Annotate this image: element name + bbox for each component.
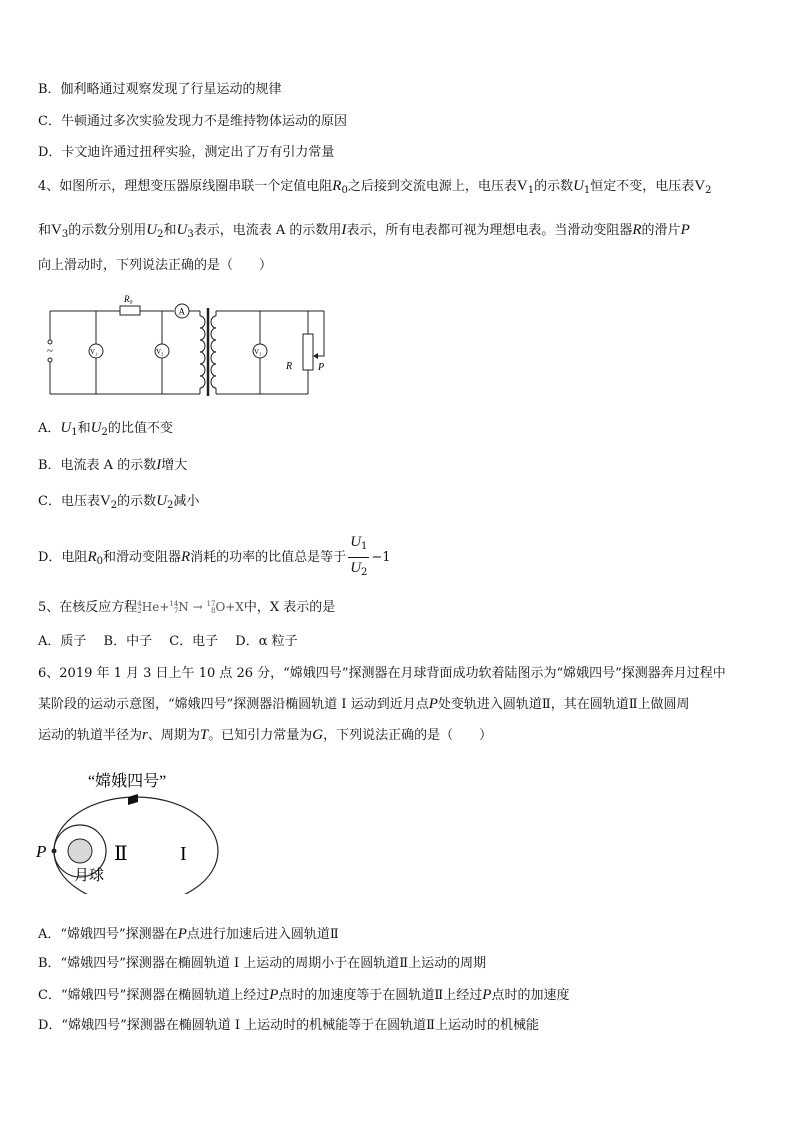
q4-stem-line3: 向上滑动时，下列说法正确的是（ ）	[38, 258, 273, 273]
label-orbit-ii: Ⅱ	[114, 843, 128, 865]
q6-option-a: A．“嫦娥四号”探测器在P点进行加速后进入圆轨道Ⅱ	[38, 926, 339, 942]
q4-option-a: A．$U_1$和$U_2$的比值不变	[38, 420, 173, 438]
q6-option-d: D．“嫦娥四号”探测器在椭圆轨道 I 上运动时的机械能等于在圆轨道Ⅱ上运动时的机械能	[38, 1018, 539, 1033]
lunar-orbit-diagram	[30, 762, 250, 894]
ac-terminal-bottom	[48, 358, 52, 362]
q4-option-b: B．电流表 A 的示数I增大	[38, 457, 188, 473]
figure-title: “嫦娥四号”	[88, 773, 167, 790]
q6-stem-line2: 某阶段的运动示意图，“嫦娥四号”探测器沿椭圆轨道 I 运动到近月点P处变轨进入圆轨道Ⅱ，其在圆轨道Ⅱ上做圆周	[38, 696, 690, 712]
nuclear-equation: 4 2He+14 7N → 17 8O+X	[137, 599, 244, 615]
moon	[68, 839, 92, 863]
label-v3: V₃	[254, 348, 262, 356]
q4-stem-line1: 4、如图所示，理想变压器原线圈串联一个定值电阻$R_0$之后接到交流电源上，电压表$V_1$的示数$U_1$恒定不变，电压表$V_2$	[38, 178, 712, 196]
label-r0: R₀	[124, 294, 133, 304]
rheostat-r	[303, 334, 313, 370]
label-v2: V₂	[156, 348, 164, 356]
primary-coil	[200, 316, 205, 388]
q6-option-c: C．“嫦娥四号”探测器在椭圆轨道上经过P点时的加速度等于在圆轨道Ⅱ上经过P点时的加速度	[38, 987, 570, 1003]
label-v1: V₁	[90, 348, 98, 356]
resistor-r0	[120, 306, 140, 315]
q6-stem-line3: 运动的轨道半径为r、周期为T。已知引力常量为G，下列说法正确的是（ ）	[38, 727, 493, 743]
q6-stem-line1: 6、2019 年 1 月 3 日上午 10 点 26 分，“嫦娥四号”探测器在月球背面成功软着陆图示为“嫦娥四号”探测器奔月过程中	[38, 666, 726, 681]
transformer-circuit-diagram	[44, 290, 344, 400]
ac-source-symbol: ~	[47, 345, 53, 357]
ac-terminal-top	[48, 340, 52, 344]
secondary-coil	[211, 316, 216, 388]
slider-arrow	[313, 353, 318, 359]
probe-icon	[128, 794, 138, 805]
q4-option-d: D．电阻$R_0$和滑动变阻器R消耗的功率的比值总是等于 $\frac{U_1}{U_2}$ −1	[38, 532, 391, 583]
point-p	[52, 849, 57, 854]
q4-stem-line2: 和$V_3$的示数分别用$U_2$和$U_3$表示，电流表 A 的示数用I表示，所有电表都可视为理想电表。当滑动变阻器R的滑片P	[38, 222, 690, 240]
q5-options: A．质子 B．中子 C．电子 D．α 粒子	[38, 634, 298, 649]
fraction-u1-u2: $\frac{U_1}{U_2}$	[350, 534, 368, 578]
prev-option-d: D．卡文迪许通过扭秤实验，测定出了万有引力常量	[38, 145, 335, 160]
label-moon: 月球	[74, 868, 105, 884]
prev-option-c: C．牛顿通过多次实验发现力不是维持物体运动的原因	[38, 114, 347, 129]
prev-option-b: B．伽利略通过观察发现了行星运动的规律	[38, 82, 282, 97]
label-ammeter: A	[178, 306, 185, 317]
label-p: P	[36, 842, 47, 861]
label-orbit-i: I	[180, 843, 187, 865]
label-r: R	[286, 361, 293, 372]
label-p: P	[318, 362, 325, 373]
q5-stem: 5、在核反应方程4 2He+14 7N → 17 8O+X中，X 表示的是	[38, 599, 336, 615]
q4-option-c: C．电压表$V_2$的示数$U_2$减小	[38, 493, 200, 511]
q6-option-b: B．“嫦娥四号”探测器在椭圆轨道 I 上运动的周期小于在圆轨道Ⅱ上运动的周期	[38, 956, 487, 971]
